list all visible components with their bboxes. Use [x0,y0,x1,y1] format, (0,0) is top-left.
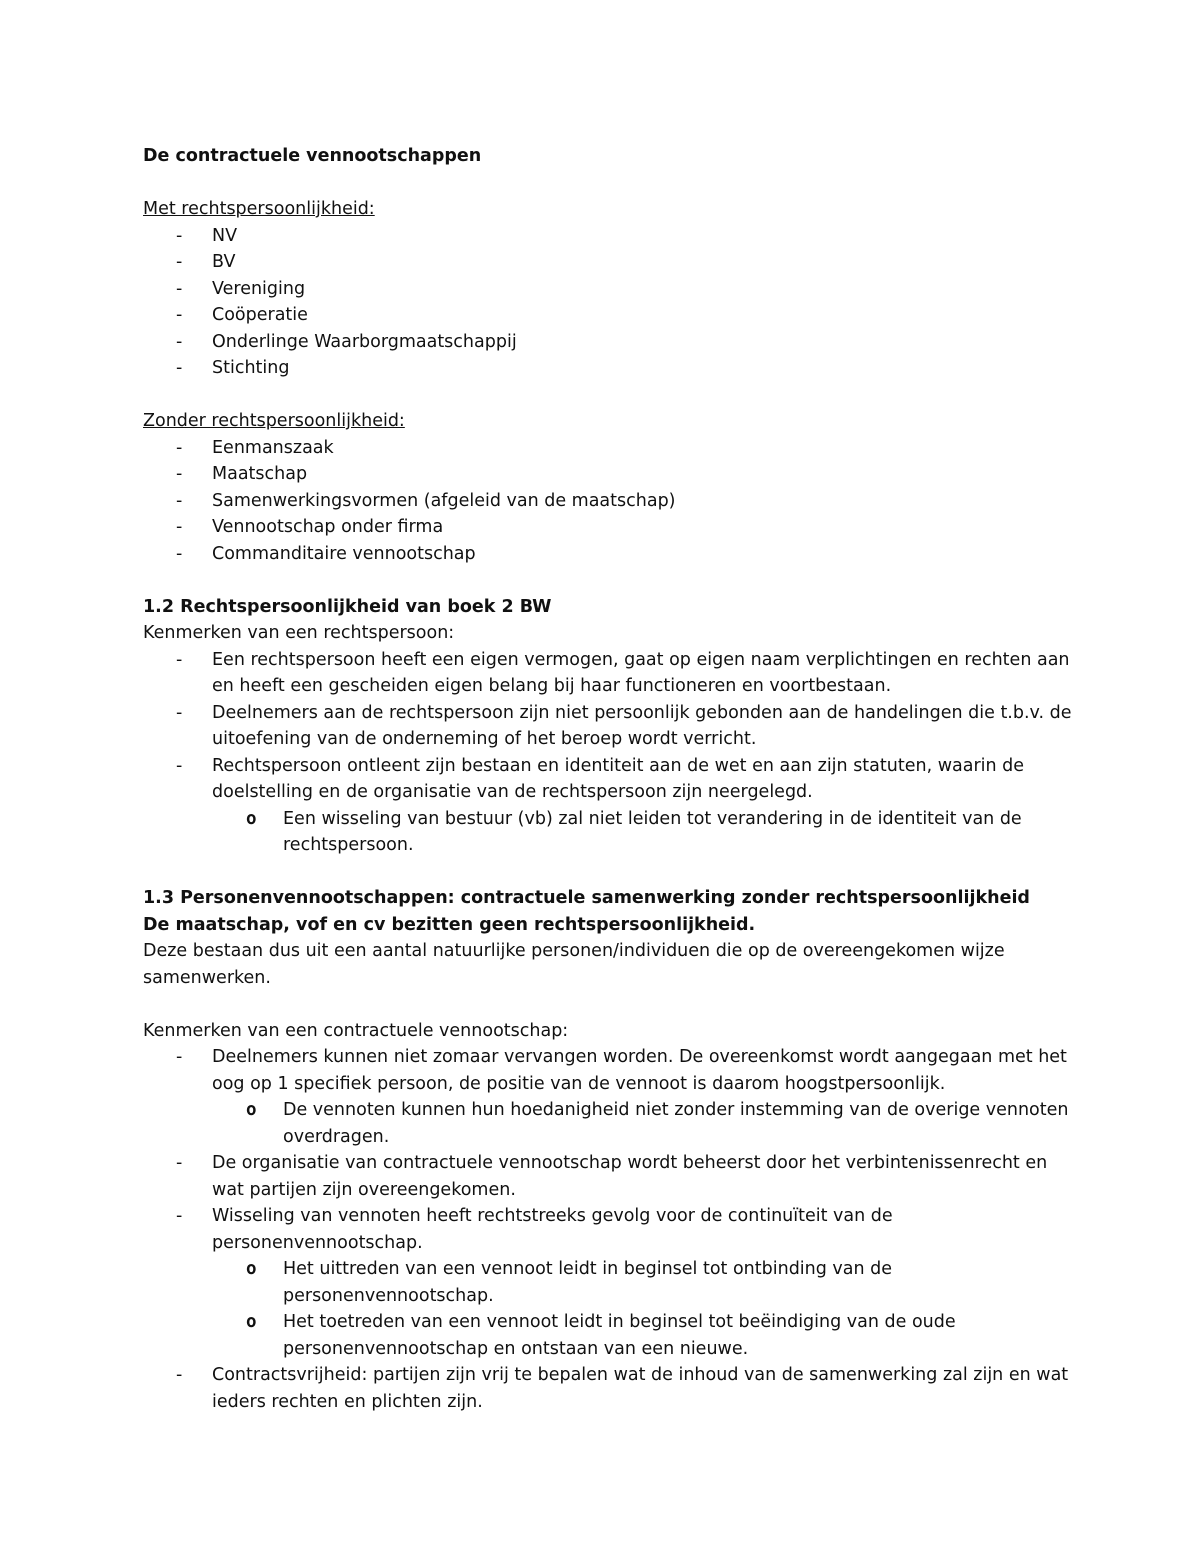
list-item-text: Wisseling van vennoten heeft rechtstreeks gevolg voor de continuïteit van de personenvennootschap. [212,1206,893,1253]
list-item [143,753,1073,859]
list-item: - Maatschap [143,461,1073,488]
sub-list [212,1097,1073,1150]
section-1-2-intro: Kenmerken van een rechtspersoon: [143,623,455,643]
section-1-3-intro: Kenmerken van een contractuele vennootschap: [143,1020,569,1041]
sub-list-item: o Het toetreden van een vennoot leidt in beginsel tot beëindiging van de oude personenvennootschap en ontstaan van een nieuwe. [212,1309,1073,1362]
list-item [143,700,1073,753]
list-item: - Vennootschap onder firma [143,514,1073,541]
list-item: - NV [143,223,1073,250]
list-item [143,1044,1073,1150]
list-item-text: Een rechtspersoon heeft een eigen vermogen, gaat op eigen naam verplichtingen en rechten aan en heeft een gescheiden eigen belang bij haar functioneren en voortbestaan. [212,649,1070,696]
sub-list-item: o De vennoten kunnen hun hoedanigheid niet zonder instemming van de overige vennoten overdragen. [212,1097,1073,1150]
list-item-text: De organisatie van contractuele vennootschap wordt beheerst door het verbintenissenrecht en wat partijen zijn overeengekomen. [212,1153,1048,1200]
section-1-2-list [143,647,1073,859]
document-title: De contractuele vennootschappen [143,146,482,166]
spacer [143,567,1073,594]
list-item-text: Deelnemers aan de rechtspersoon zijn niet persoonlijk gebonden aan de handelingen die t.b.v. de uitoefening van de onderneming of het beroep wordt verricht. [212,702,1072,749]
met-list [143,223,1073,382]
met-heading: Met rechtspersoonlijkheid: [143,199,375,219]
section-1-3-paragraph: Deze bestaan dus uit een aantal natuurlijke personen/individuen die op de overeengekomen wijze samenwerken. [143,941,1005,988]
list-item-text: Contractsvrijheid: partijen zijn vrij te bepalen wat de inhoud van de samenwerking zal zijn en wat ieders rechten en plichten zijn. [212,1365,1069,1412]
zonder-list [143,435,1073,568]
spacer [143,170,1073,197]
section-1-3-heading: 1.3 Personenvennootschappen: contractuele samenwerking zonder rechtspersoonlijkheid [143,888,1030,908]
section-1-3-subheading: De maatschap, vof en cv bezitten geen rechtspersoonlijkheid. [143,914,756,935]
list-item: - Stichting [143,355,1073,382]
sub-list [212,1256,1073,1362]
list-item [143,1362,1073,1415]
zonder-heading: Zonder rechtspersoonlijkheid: [143,411,405,431]
list-item: - Commanditaire vennootschap [143,541,1073,568]
spacer [143,382,1073,409]
sub-list-item: o Het uittreden van een vennoot leidt in beginsel tot ontbinding van de personenvennootschap. [212,1256,1073,1309]
list-item: - Samenwerkingsvormen (afgeleid van de maatschap) [143,488,1073,515]
list-item [143,1150,1073,1203]
list-item: - Eenmanszaak [143,435,1073,462]
section-1-2-heading: 1.2 Rechtspersoonlijkheid van boek 2 BW [143,596,552,617]
list-item: - BV [143,249,1073,276]
list-item [143,647,1073,700]
sub-list [212,806,1073,859]
sub-list-item: o Een wisseling van bestuur (vb) zal niet leiden tot verandering in de identiteit van de rechtspersoon. [212,806,1073,859]
list-item-text: Deelnemers kunnen niet zomaar vervangen worden. De overeenkomst wordt aangegaan met het oog op 1 specifiek persoon, de positie van de vennoot is daarom hoogstpersoonlijk. [212,1047,1067,1094]
list-item [143,1203,1073,1362]
list-item: - Coöperatie [143,302,1073,329]
spacer [143,859,1073,886]
list-item: - Vereniging [143,276,1073,303]
spacer [143,991,1073,1018]
document-page [143,143,1073,1415]
list-item-text: Rechtspersoon ontleent zijn bestaan en identiteit aan de wet en aan zijn statuten, waarin de doelstelling en de organisatie van de rechtspersoon zijn neergelegd. [212,755,1025,802]
section-1-3-list [143,1044,1073,1415]
list-item: - Onderlinge Waarborgmaatschappij [143,329,1073,356]
